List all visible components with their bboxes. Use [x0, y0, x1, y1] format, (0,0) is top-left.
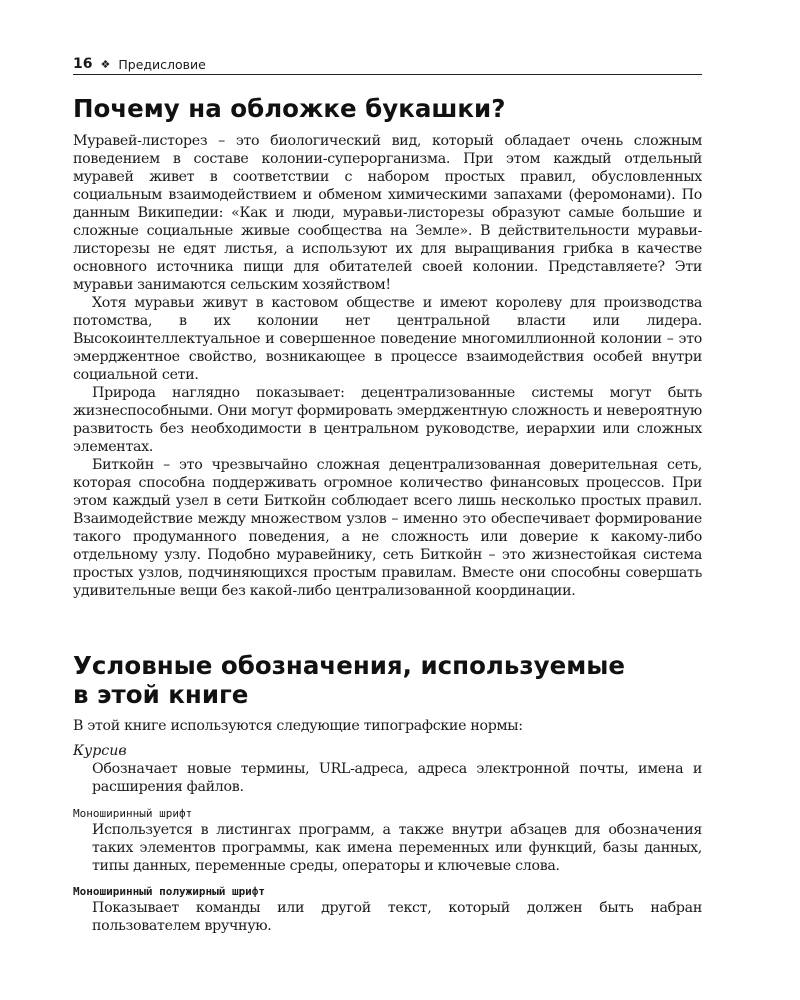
section-body: [73, 132, 702, 600]
term-description: Показывает команды или другой текст, который должен быть набран пользователем вручную.: [92, 900, 702, 934]
paragraph: Хотя муравьи живут в кастовом обществе и имеют королеву для производства потомства, в их колонии нет центральной власти или лидера. Высокоинтеллектуальное и совершенное поведение многомиллионной колонии – это эмерджентное свойство, возникающее в процессе взаимодействия особей внутри социальной сети.: [73, 295, 702, 383]
conventions-intro: В этой книге используются следующие типографские нормы:: [73, 718, 523, 734]
section-name: Предисловие: [118, 56, 206, 72]
heading-line: Условные обозначения, используемые: [73, 651, 625, 680]
term-label: Моноширинный шрифт: [73, 807, 193, 820]
paragraph: Муравей-листорез – это биологический вид, который обладает очень сложным поведением в составе колонии-суперорганизма. При этом каждый отдельный муравей живет в соответствии с набором простых правил, обусловленных социальным взаимодействием и обменом химическими запахами (феромонами). По данным Википедии: «Как и люди, муравьи-листорезы образуют самые большие и сложные социальные живые сообщества на Земле». В действительности муравьи-листорезы не едят листья, а используют их для выращивания грибка в качестве основного источника пищи для обитателей своей колонии. Представляете? Эти муравьи занимаются сельским хозяйством!: [73, 133, 702, 293]
page-number: 16: [73, 56, 93, 72]
convention-monospace-bold: [73, 885, 702, 935]
term-description: Обозначает новые термины, URL-адреса, адреса электронной почты, имена и расширения файлов.: [92, 761, 702, 795]
convention-monospace: [73, 807, 702, 875]
term-label: Моноширинный полужирный шрифт: [73, 885, 266, 898]
term-label: Курсив: [73, 743, 127, 759]
convention-italic: [73, 742, 702, 796]
paragraph: Природа наглядно показывает: децентрализованные системы могут быть жизнеспособными. Они могут формировать эмерджентную сложность и невероятную развитость без необходимости в центральном руководстве, иерархии или сложных элементах.: [73, 385, 702, 455]
running-header: [73, 54, 702, 75]
term-description: Используется в листингах программ, а также внутри абзацев для обозначения таких элементов программы, как имена переменных или функций, базы данных, типы данных, переменные среды, операторы и ключевые слова.: [92, 822, 702, 874]
section-heading-bugs: Почему на обложке букашки?: [73, 94, 506, 123]
ornament-icon: ❖: [100, 57, 111, 71]
paragraph: Биткойн – это чрезвычайно сложная децентрализованная доверительная сеть, которая способна поддерживать огромное количество финансовых процессов. При этом каждый узел в сети Биткойн соблюдает всего лишь несколько простых правил. Взаимодействие между множеством узлов – именно это обеспечивает формирование такого продуманного поведения, а не сложность или доверие к какому-либо отдельному узлу. Подобно муравейнику, сеть Биткойн – это жизнестойкая система простых узлов, подчиняющихся простым правилам. Вместе они способны совершать удивительные вещи без какой-либо централизованной координации.: [73, 457, 702, 599]
section-heading-conventions: [73, 651, 702, 709]
heading-line: в этой книге: [73, 680, 249, 709]
